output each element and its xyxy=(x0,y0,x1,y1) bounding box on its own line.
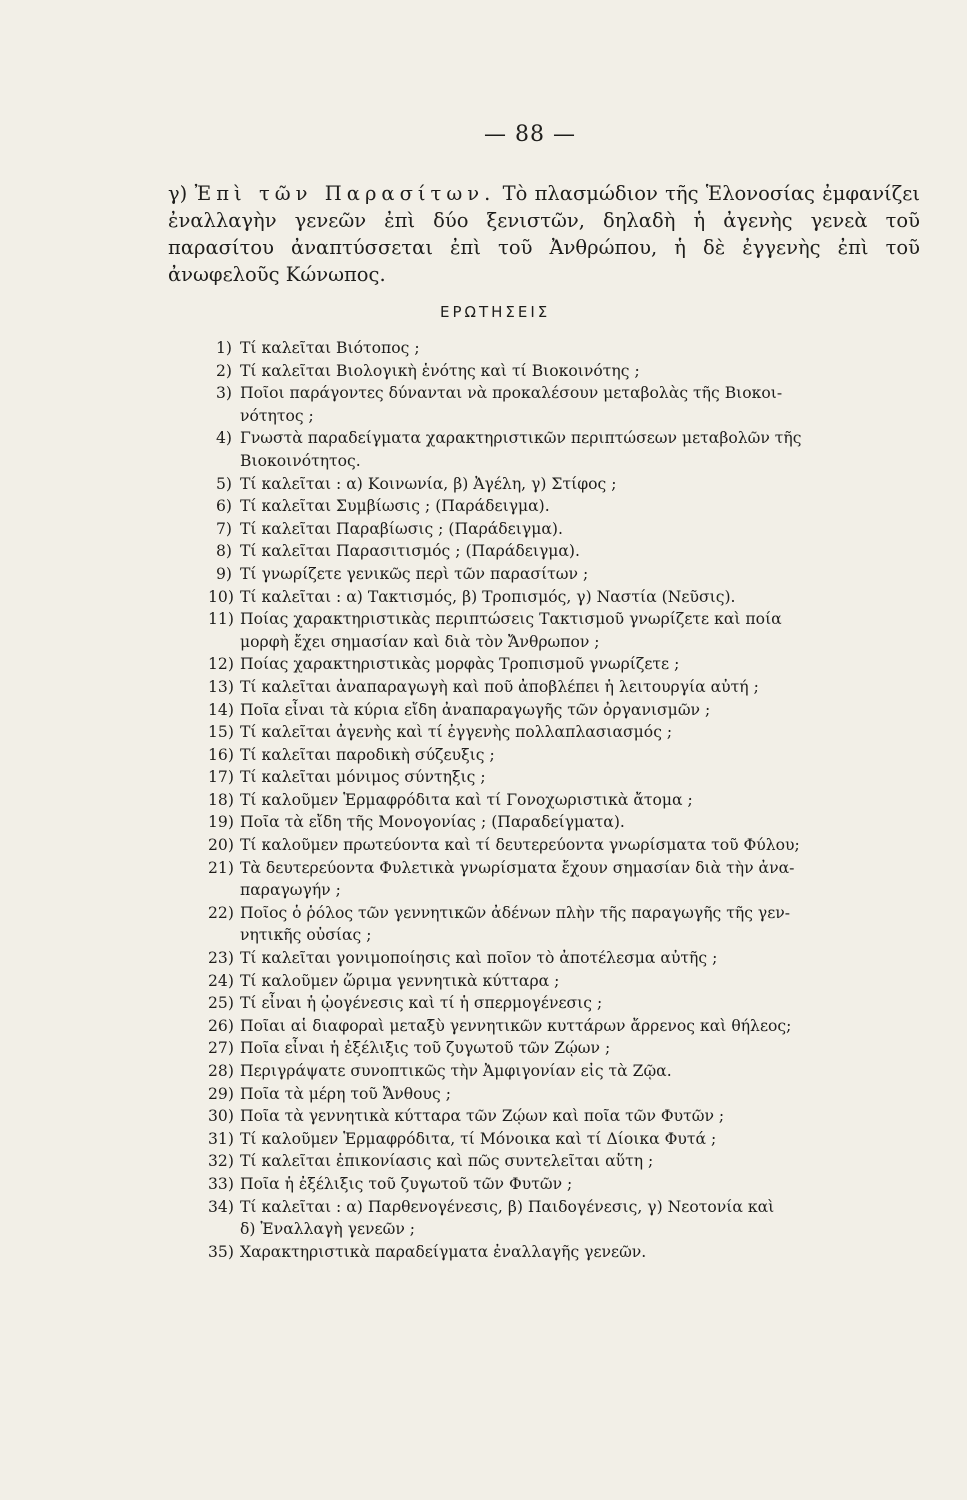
question-text: Τί καλεῖται ἀγενὴς καὶ τί ἐγγενὴς πολλαπλασιασμός ; xyxy=(240,723,673,742)
question-text: Τί καλεῖται γονιμοποίησις καὶ ποῖον τὸ ἀποτέλεσμα αὐτῆς ; xyxy=(240,949,718,968)
question-number: 2) xyxy=(216,361,233,380)
question-number: 23) xyxy=(208,949,234,968)
question-item xyxy=(216,518,924,541)
question-item xyxy=(216,540,924,563)
question-item xyxy=(216,563,924,586)
question-number: 20) xyxy=(208,836,234,855)
question-number: 9) xyxy=(216,564,233,583)
question-number: 3) xyxy=(216,384,233,403)
question-text: Τί καλοῦμεν πρωτεύοντα καὶ τί δευτερεύοντα γνωρίσματα τοῦ Φύλου; xyxy=(240,836,800,855)
question-text: Ποῖα τὰ εἴδη τῆς Μονογονίας ; (Παραδείγματα). xyxy=(240,813,625,832)
question-number: 27) xyxy=(208,1039,234,1058)
question-number: 7) xyxy=(216,519,233,538)
question-item xyxy=(208,947,924,970)
question-item xyxy=(216,360,924,383)
question-item xyxy=(208,1060,924,1083)
question-item xyxy=(208,1241,924,1264)
intro-line: τοῦ παρασίτου ἀναπτύσσεται ἐπὶ τοῦ Ἀνθρώπου, ἡ δὲ ἐγγενὴς ἐπὶ τοῦ xyxy=(168,209,920,259)
question-text: Τί καλεῖται : α) Κοινωνία, β) Ἀγέλη, γ) Στίφος ; xyxy=(240,474,617,493)
question-number: 24) xyxy=(208,971,234,990)
question-item xyxy=(208,608,924,653)
question-text: Τί καλοῦμεν Ἑρμαφρόδιτα, τί Μόνοικα καὶ τί Δίοικα Φυτά ; xyxy=(240,1129,717,1148)
question-text: Ποῖα τὰ μέρη τοῦ Ἄνθους ; xyxy=(240,1084,451,1103)
question-number: 16) xyxy=(208,745,234,764)
question-item xyxy=(208,766,924,789)
question-number: 4) xyxy=(216,429,233,448)
question-number: 14) xyxy=(208,700,234,719)
question-item xyxy=(208,653,924,676)
question-text: Γνωστὰ παραδείγματα χαρακτηριστικῶν περιπτώσεων μεταβολῶν τῆς xyxy=(240,429,802,448)
question-number: 22) xyxy=(208,903,234,922)
question-text: Χαρακτηριστικὰ παραδείγματα ἐναλλαγῆς γενεῶν. xyxy=(240,1242,647,1261)
question-number: 12) xyxy=(208,655,234,674)
question-number: 34) xyxy=(208,1197,234,1216)
question-number: 15) xyxy=(208,723,234,742)
question-item xyxy=(208,902,924,947)
question-text: Τί καλοῦμεν Ἑρμαφρόδιτα καὶ τί Γονοχωριστικὰ ἄτομα ; xyxy=(240,790,693,809)
question-text: Τί καλεῖται Παραβίωσις ; (Παράδειγμα). xyxy=(240,519,563,538)
question-item xyxy=(208,1015,924,1038)
question-number: 29) xyxy=(208,1084,234,1103)
question-text: Τί καλεῖται μόνιμος σύντηξις ; xyxy=(240,768,486,787)
question-item xyxy=(208,834,924,857)
question-text: Ποίας χαρακτηριστικὰς μορφὰς Τροπισμοῦ γνωρίζετε ; xyxy=(240,655,680,674)
question-number: 5) xyxy=(216,474,233,493)
question-text: Ποῖοι παράγοντες δύνανται νὰ προκαλέσουν μεταβολὰς τῆς Βιοκοι- xyxy=(240,384,783,403)
question-text: Τὰ δευτερεύοντα Φυλετικὰ γνωρίσματα ἔχουν σημασίαν διὰ τὴν ἀνα- xyxy=(240,858,795,877)
question-text: Τί καλεῖται Συμβίωσις ; (Παράδειγμα). xyxy=(240,497,550,516)
question-text: Τί καλοῦμεν ὥριμα γεννητικὰ κύτταρα ; xyxy=(240,971,560,990)
question-item xyxy=(208,1196,924,1241)
question-item xyxy=(208,1128,924,1151)
question-item xyxy=(208,857,924,902)
question-text-continued: νητικῆς οὐσίας ; xyxy=(240,926,372,945)
question-number: 1) xyxy=(216,339,233,357)
question-item xyxy=(208,1037,924,1060)
question-text: Ποίας χαρακτηριστικὰς περιπτώσεις Τακτισμοῦ γνωρίζετε καὶ ποία xyxy=(240,610,782,629)
question-text: Τί καλεῖται ἐπικονίασις καὶ πῶς συντελεῖται αὕτη ; xyxy=(240,1152,654,1171)
question-number: 32) xyxy=(208,1152,234,1171)
intro-spaced-title: Ἐπὶ τῶν Παρασίτων. xyxy=(194,182,496,205)
question-number: 18) xyxy=(208,790,234,809)
question-number: 10) xyxy=(208,587,234,606)
question-text: Τί γνωρίζετε γενικῶς περὶ τῶν παρασίτων ; xyxy=(240,564,589,583)
question-text: Τί καλεῖται παροδικὴ σύζευξις ; xyxy=(240,745,495,764)
question-text: Τί καλεῖται : α) Παρθενογένεσις, β) Παιδογένεσις, γ) Νεοτονία καὶ xyxy=(240,1197,775,1216)
question-item xyxy=(208,586,924,609)
intro-line: ἐμφανίζει ἐναλλαγὴν γενεῶν ἐπὶ δύο ξενιστῶν, δηλαδὴ ἡ ἀγενὴς γενεὰ xyxy=(168,182,921,232)
question-text: Τί καλεῖται Βιότοπος ; xyxy=(240,339,420,357)
question-text: Τί εἶναι ἡ ᾠογένεσις καὶ τί ἡ σπερμογένεσις ; xyxy=(240,994,603,1013)
question-item xyxy=(208,1083,924,1106)
question-item xyxy=(208,699,924,722)
question-item xyxy=(216,382,924,427)
question-number: 30) xyxy=(208,1107,234,1126)
question-item xyxy=(208,744,924,767)
intro-paragraph xyxy=(168,180,920,288)
question-number: 33) xyxy=(208,1174,234,1193)
question-text-continued: δ) Ἐναλλαγὴ γενεῶν ; xyxy=(240,1220,416,1239)
questions-list xyxy=(208,337,924,1263)
question-item xyxy=(208,970,924,993)
question-text: Ποῖα τὰ γεννητικὰ κύτταρα τῶν Ζῴων καὶ ποῖα τῶν Φυτῶν ; xyxy=(240,1107,725,1126)
question-item xyxy=(208,1105,924,1128)
question-text: Ποῖα εἶναι ἡ ἐξέλιξις τοῦ ζυγωτοῦ τῶν Ζῴων ; xyxy=(240,1039,611,1058)
question-number: 11) xyxy=(208,610,234,629)
question-text-continued: μορφὴ ἔχει σημασίαν καὶ διὰ τὸν Ἄνθρωπον ; xyxy=(240,632,600,651)
questions-heading: ΕΡΩΤΗΣΕΙΣ xyxy=(440,303,551,321)
question-item xyxy=(208,789,924,812)
question-text-continued: Βιοκοινότητος. xyxy=(240,451,361,470)
question-text: Ποῖα εἶναι τὰ κύρια εἴδη ἀναπαραγωγῆς τῶν ὀργανισμῶν ; xyxy=(240,700,711,719)
question-text: Τί καλεῖται Βιολογικὴ ἑνότης καὶ τί Βιοκοινότης ; xyxy=(240,361,640,380)
question-item xyxy=(208,721,924,744)
question-text: Περιγράψατε συνοπτικῶς τὴν Ἀμφιγονίαν εἰς τὰ Ζῷα. xyxy=(240,1062,672,1080)
intro-line: ἀνωφελοῦς Κώνωπος. xyxy=(168,263,386,286)
question-text: Ποῖος ὁ ῥόλος τῶν γεννητικῶν ἀδένων πλὴν τῆς παραγωγῆς τῆς γεν- xyxy=(240,903,791,922)
intro-prefix: γ) xyxy=(168,182,188,205)
question-number: 31) xyxy=(208,1129,234,1148)
question-item xyxy=(208,676,924,699)
question-number: 28) xyxy=(208,1062,234,1080)
question-number: 35) xyxy=(208,1242,234,1261)
question-number: 26) xyxy=(208,1016,234,1035)
question-number: 21) xyxy=(208,858,234,877)
question-text: Ποῖα ἡ ἐξέλιξις τοῦ ζυγωτοῦ τῶν Φυτῶν ; xyxy=(240,1174,573,1193)
question-item xyxy=(216,495,924,518)
question-number: 8) xyxy=(216,542,233,561)
question-item xyxy=(216,337,924,360)
question-text-continued: παραγωγήν ; xyxy=(240,881,341,900)
page-number: — 88 — xyxy=(484,122,576,147)
question-text: Τί καλεῖται ἀναπαραγωγὴ καὶ ποῦ ἀποβλέπει ἡ λειτουργία αὐτή ; xyxy=(240,677,759,696)
question-number: 19) xyxy=(208,813,234,832)
question-item xyxy=(216,473,924,496)
question-item xyxy=(208,1173,924,1196)
question-item xyxy=(208,811,924,834)
question-item xyxy=(208,1150,924,1173)
question-number: 6) xyxy=(216,497,233,516)
question-text: Τί καλεῖται Παρασιτισμός ; (Παράδειγμα). xyxy=(240,542,580,561)
intro-line: Τὸ πλασμώδιον τῆς Ἑλονοσίας xyxy=(502,182,815,205)
question-number: 13) xyxy=(208,677,234,696)
question-number: 25) xyxy=(208,994,234,1013)
question-text-continued: νότητος ; xyxy=(240,406,314,425)
question-text: Τί καλεῖται : α) Τακτισμός, β) Τροπισμός, γ) Ναστία (Νεῦσις). xyxy=(240,587,736,606)
question-item xyxy=(208,992,924,1015)
question-item xyxy=(216,427,924,472)
question-number: 17) xyxy=(208,768,234,787)
question-text: Ποῖαι αἱ διαφοραὶ μεταξὺ γεννητικῶν κυττάρων ἄρρενος καὶ θήλεος; xyxy=(240,1016,792,1035)
